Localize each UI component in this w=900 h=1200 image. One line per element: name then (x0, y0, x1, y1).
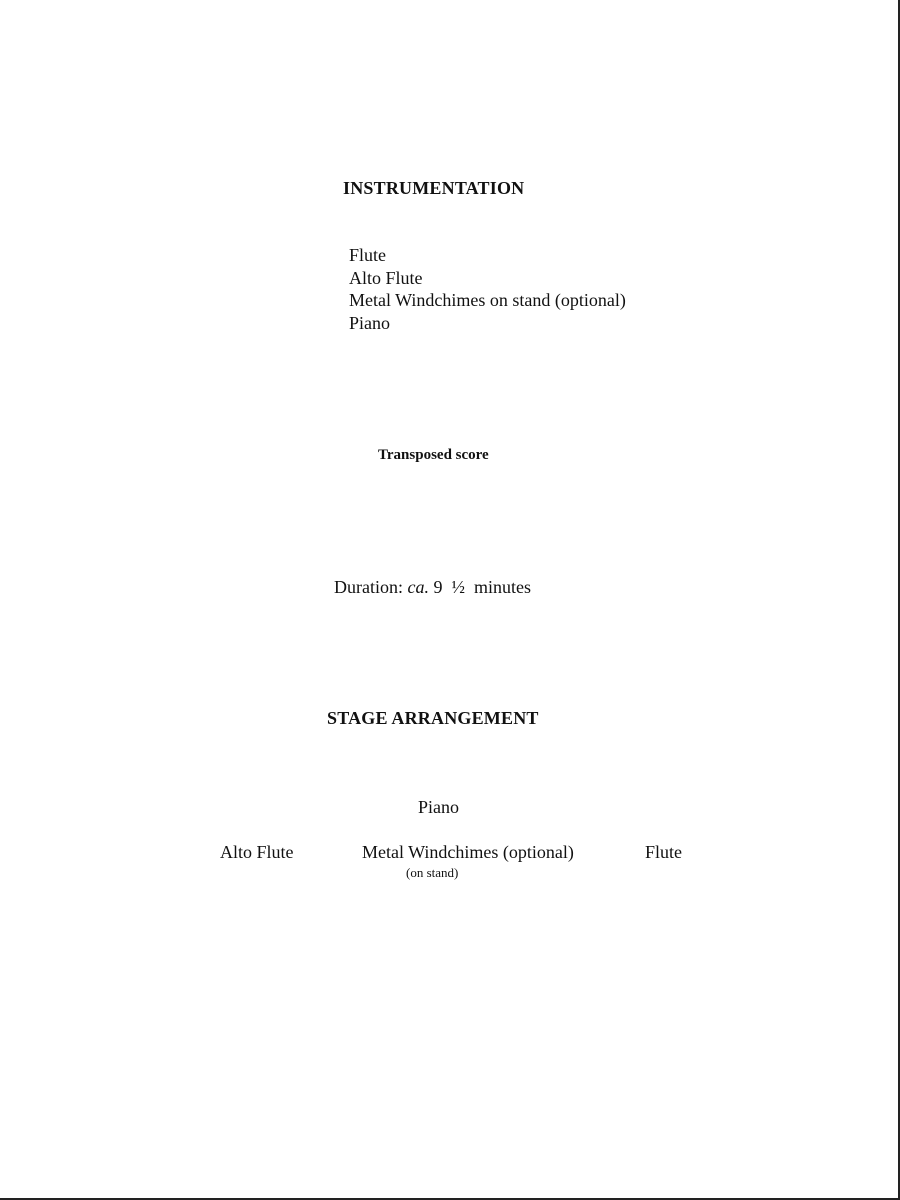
duration-value: 9 ½ minutes (433, 577, 531, 597)
duration-line (334, 577, 531, 598)
stage-flute: Flute (645, 842, 683, 862)
instrument-flute: Flute (349, 245, 387, 265)
instrumentation-heading: INSTRUMENTATION (343, 178, 525, 198)
stage-piano: Piano (418, 797, 460, 817)
instrumentation-list (349, 244, 626, 334)
instrument-windchimes: Metal Windchimes on stand (optional) (349, 290, 626, 310)
instrument-piano: Piano (349, 312, 391, 333)
duration-approx: ca. (407, 577, 429, 597)
transposed-score-note: Transposed score (378, 447, 489, 463)
stage-windchimes-note: (on stand) (406, 865, 459, 880)
duration-label: Duration: (334, 577, 403, 597)
stage-arrangement-heading: STAGE ARRANGEMENT (327, 708, 539, 728)
stage-windchimes: Metal Windchimes (optional) (362, 842, 574, 862)
instrument-alto-flute: Alto Flute (349, 267, 423, 288)
stage-alto-flute: Alto Flute (220, 842, 294, 862)
